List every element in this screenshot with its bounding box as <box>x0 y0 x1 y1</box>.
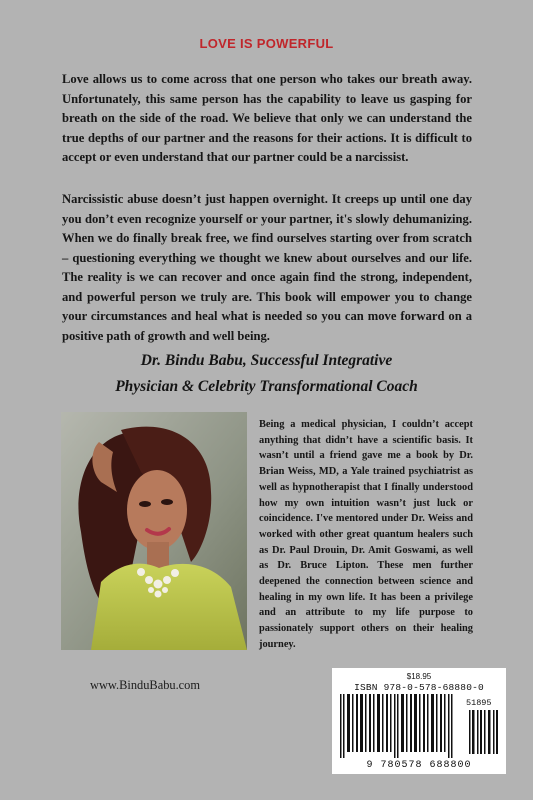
author-website: www.BinduBabu.com <box>90 678 201 692</box>
blurb-paragraph-2: Narcissistic abuse doesn’t just happen overnight. It creeps up until one day you don’t even recognize yourself or your partner, it's slowly dehumanizing. When we do finally break free, we find ourselves starting over from scratch – questioning everything we thought we knew about ourselves and our life. The reality is we can recover and once again find the strong, independent, and powerful person we truly are. This book will empower you to change your circumstances and heal what is needed so you can move forward on a positive path of growth and well being. <box>62 192 472 343</box>
author-heading <box>0 348 533 400</box>
cover-title: LOVE IS POWERFUL <box>199 36 334 51</box>
author-heading-line-2: Physician & Celebrity Transformational Coach <box>115 378 418 395</box>
ean-number: 9 780578 688800 <box>366 760 472 771</box>
blurb-paragraph-1: Love allows us to come across that one person who takes our breath away. Unfortunately, this same person has the capability to leave us gasping for breath on the side of the road. We believe that only we can understand the true depths of our partner and the reasons for their actions. It is difficult to accept or even understand that our partner could be a narcissist. <box>62 72 472 164</box>
author-heading-line-1: Dr. Bindu Babu, Successful Integrative <box>140 352 393 369</box>
price-label: $18.95 <box>406 672 432 681</box>
barcode-label <box>332 668 506 774</box>
price-addon-code: 51895 <box>466 698 492 708</box>
barcode-bars <box>338 694 462 758</box>
author-bio: Being a medical physician, I couldn’t accept anything that didn’t have a scientific basis. It wasn’t until a friend gave me a book by Dr. Brian Weiss, MD, a Yale trained psychiatrist as well as hypnotherapist that I finally understood how my own intuition wasn’t just luck or coincidence. I've mentored under Dr. Weiss and worked with other great quantum healers such as Dr. Paul Drouin, Dr. Amit Goswami, as well as Dr. Bruce Lipton. These men further deepened the connection between science and healing in my own life. It has been a privilege and an attribute to my life purpose to passionately support others on their healing journey. <box>259 419 473 650</box>
isbn-label: ISBN 978-0-578-68880-0 <box>354 682 484 693</box>
addon-barcode-bars <box>468 710 500 754</box>
author-photo <box>61 412 247 650</box>
